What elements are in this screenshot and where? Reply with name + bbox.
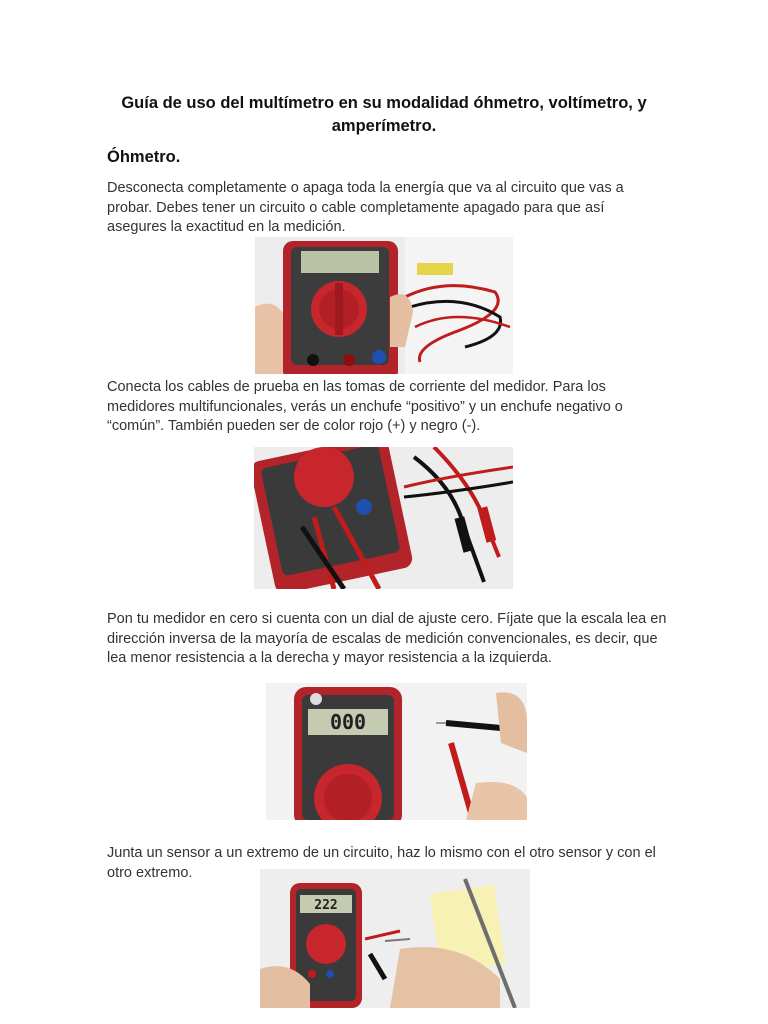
paragraph-1: Desconecta completamente o apaga toda la energía que va al circuito que vas a probar. Debes tener un circuito o cable completamente apagado para que así asegures la exactitud en la medición. xyxy=(107,180,624,235)
photo-multimeter-disconnected xyxy=(255,237,513,374)
lcd-reading-1: 000 xyxy=(329,710,367,734)
lcd-reading-2: 222 xyxy=(314,898,338,913)
paragraph-4: Junta un sensor a un extremo de un circuito, haz lo mismo con el otro sensor y con el otro extremo. xyxy=(107,845,656,881)
photo-measuring-circuit xyxy=(260,869,530,1008)
document-title: Guía de uso del multímetro en su modalidad óhmetro, voltímetro, y amperímetro. xyxy=(121,94,647,135)
section-heading: Óhmetro. xyxy=(107,148,181,166)
photo-multimeter-zero xyxy=(266,683,527,820)
paragraph-2: Conecta los cables de prueba en las tomas de corriente del medidor. Para los medidores multifuncionales, verás un enchufe “positivo” y un enchufe negativo o “común”. También pueden ser de color rojo (+) y negro (-). xyxy=(107,379,623,434)
photo-leads-plugged xyxy=(254,447,513,589)
paragraph-3: Pon tu medidor en cero si cuenta con un dial de ajuste cero. Fíjate que la escala lea en dirección inversa de la mayoría de escalas de medición convencionales, es decir, que lea menor resistencia a la derecha y mayor resistencia a la izquierda. xyxy=(107,611,667,666)
